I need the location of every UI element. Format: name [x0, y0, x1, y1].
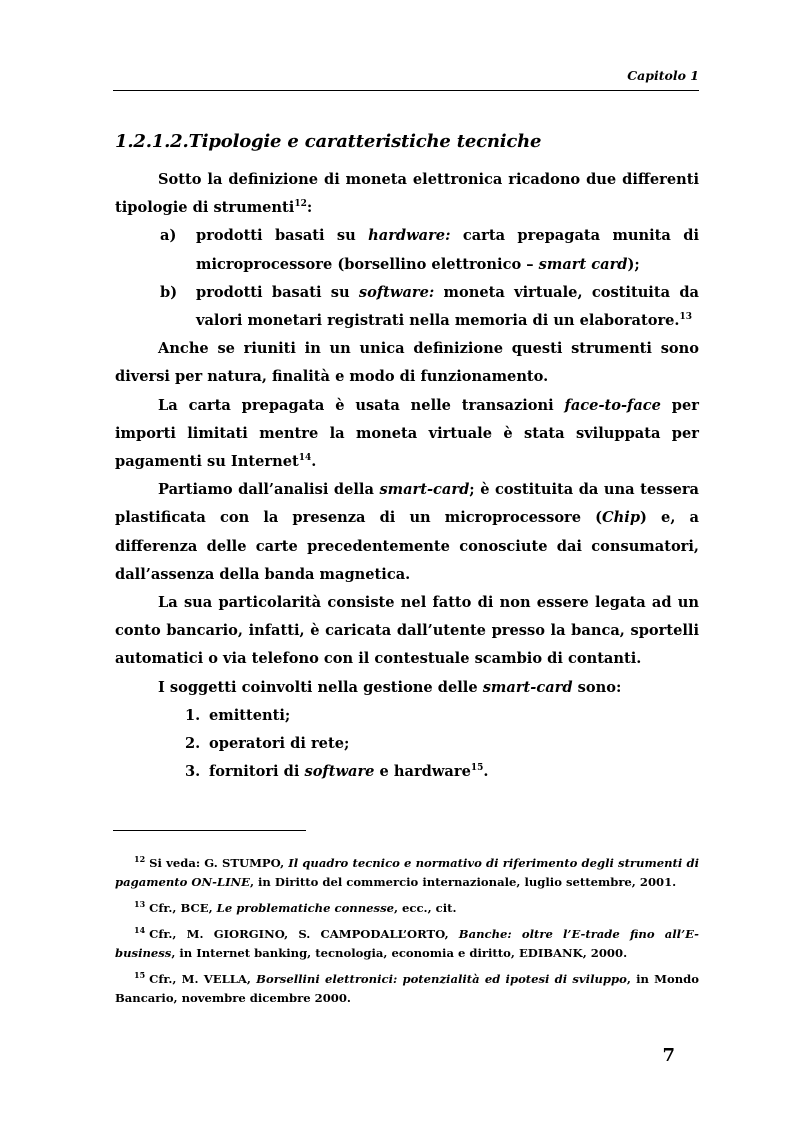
- footnote-ref-14[interactable]: 14: [298, 453, 312, 464]
- footnote-ref-12[interactable]: 12: [294, 199, 307, 210]
- list-marker-3: 3.: [185, 763, 201, 781]
- paragraph-3: La carta prepagata è usata nelle transazioni face-to-face per importi limitati mentre la moneta virtuale è stata sviluppata per pagamenti su Internet$^{14}$.: [115, 396, 699, 471]
- list-item-3: 3. fornitori di software e hardware$^{15}$.: [115, 758, 699, 786]
- running-header: Capitolo 1: [627, 68, 699, 83]
- list-marker-1: 1.: [185, 706, 201, 724]
- subjects-list: [115, 702, 699, 787]
- paragraph-1: Sotto la definizione di moneta elettronica ricadono due differenti tipologie di strumenti$^{12}$:: [115, 171, 699, 217]
- footnote-12: $^{12}$ Si veda: G. STUMPO, Il quadro tecnico e normativo di riferimento degli strumenti di pagamento ON-LINE, in Diritto del commercio internazionale, luglio settembre, 2001.: [115, 854, 699, 889]
- footnote-14: $^{14}$ Cfr., M. GIORGINO, S. CAMPODALL’ORTO, Banche: oltre l’E-trade fino all’E-business, in Internet banking, tecnologia, economia e diritto, EDIBANK, 2000.: [115, 925, 699, 960]
- footnote-ref-15[interactable]: 15: [470, 763, 484, 774]
- header-rule: [113, 90, 699, 91]
- footnotes: [115, 854, 699, 1015]
- page-number: 7: [662, 1045, 675, 1066]
- paragraph-2: Anche se riuniti in un unica definizione questi strumenti sono diversi per natura, finalità e modo di funzionamento.: [115, 340, 699, 386]
- footnote-13: $^{13}$ Cfr., BCE, Le problematiche connesse, ecc., cit.: [134, 899, 457, 915]
- list-marker-2: 2.: [185, 735, 201, 753]
- paragraph-6: I soggetti coinvolti nella gestione delle smart-card sono:: [158, 678, 622, 696]
- list-item-2: 2. operatori di rete;: [115, 730, 699, 758]
- list-item-1: 1. emittenti;: [115, 702, 699, 730]
- footnote-ref-13[interactable]: 13: [679, 312, 693, 323]
- section-title: 1.2.1.2.Tipologie e caratteristiche tecniche: [115, 131, 542, 152]
- body-text: [115, 166, 699, 786]
- list-item-a: a) prodotti basati su hardware: carta prepagata munita di microprocessore (borsellino elettronico – smart card);: [115, 222, 699, 278]
- instrument-types-list: [115, 222, 699, 335]
- paragraph-5: La sua particolarità consiste nel fatto di non essere legata ad un conto bancario, infatti, è caricata dall’utente presso la banca, sportelli automatici o via telefono con il contestuale scambio di contanti.: [115, 594, 699, 668]
- list-marker-b: b): [160, 283, 178, 301]
- paragraph-4: Partiamo dall’analisi della smart-card; è costituita da una tessera plastificata con la presenza di un microprocessore (Chip) e, a differenza delle carte precedentemente conosciute dai consumatori, dall’assenza della banda magnetica.: [115, 481, 699, 583]
- footnote-15: $^{15}$ Cfr., M. VELLA, Borsellini elettronici: potenzialità ed ipotesi di sviluppo, in Mondo Bancario, novembre dicembre 2000.: [115, 970, 699, 1005]
- list-item-b: b) prodotti basati su software: moneta virtuale, costituita da valori monetari registrati nella memoria di un elaboratore.$^{13}$: [115, 279, 699, 335]
- list-marker-a: a): [160, 227, 177, 245]
- footnote-separator: [113, 830, 306, 831]
